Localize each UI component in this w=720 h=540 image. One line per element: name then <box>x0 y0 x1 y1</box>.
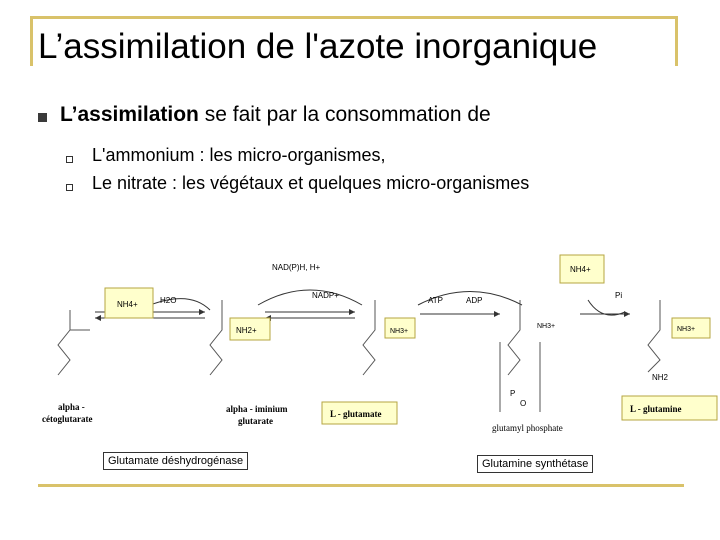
phosphate-oxygen: O <box>520 399 527 408</box>
reaction-arrow <box>580 311 630 317</box>
nh3-label: NH3+ <box>390 328 409 335</box>
compound-label: cétoglutarate <box>42 414 93 424</box>
bullet-rest: se fait par la consommation de <box>198 103 491 126</box>
phosphate-label: P <box>510 389 516 398</box>
molecule-ketoglutarate <box>58 310 90 375</box>
arc-h2o <box>150 299 210 310</box>
nh2-amide-label: NH2 <box>652 373 669 382</box>
nh3-label: NH3+ <box>677 326 696 333</box>
nh4-label-left: NH4+ <box>117 300 138 309</box>
bullet-strong: L’assimilation <box>60 103 199 126</box>
compound-label: alpha - <box>58 402 85 412</box>
nh2-label: NH2+ <box>236 326 257 335</box>
compound-label: glutamyl phosphate <box>492 423 563 433</box>
enzyme-label-gs: Glutamine synthétase <box>477 455 593 473</box>
reaction-arrow <box>420 311 500 317</box>
compound-label: L - glutamate <box>330 409 382 419</box>
nh3-label: NH3+ <box>537 323 556 330</box>
compound-label: alpha - iminium <box>226 404 288 414</box>
nh4-label-right: NH4+ <box>570 265 591 274</box>
h2o-label: H2O <box>160 296 177 305</box>
molecule-glutamine <box>648 300 660 372</box>
molecule-iminium <box>210 300 222 375</box>
adp-label: ADP <box>466 296 483 305</box>
sub-item-1: L'ammonium : les micro-organismes, <box>92 145 386 165</box>
reaction-arrow <box>265 309 355 321</box>
pi-label: Pi <box>615 291 623 300</box>
sub-item-2: Le nitrate : les végétaux et quelques micro-organismes <box>92 173 530 193</box>
arc-pi <box>588 300 625 315</box>
cofactor-nadp: NADP+ <box>312 291 339 300</box>
slide-title: L’assimilation de l'azote inorganique <box>38 27 598 66</box>
molecule-glutamate <box>363 300 375 375</box>
compound-label: L - glutamine <box>630 404 682 414</box>
cofactor-nadph: NAD(P)H, H+ <box>272 263 321 272</box>
molecule-glutamyl-phosphate <box>500 300 540 412</box>
atp-label: ATP <box>428 296 443 305</box>
enzyme-label-gdh: Glutamate déshydrogénase <box>103 452 248 470</box>
compound-label: glutarate <box>238 416 273 426</box>
arc-nadph <box>258 290 362 305</box>
